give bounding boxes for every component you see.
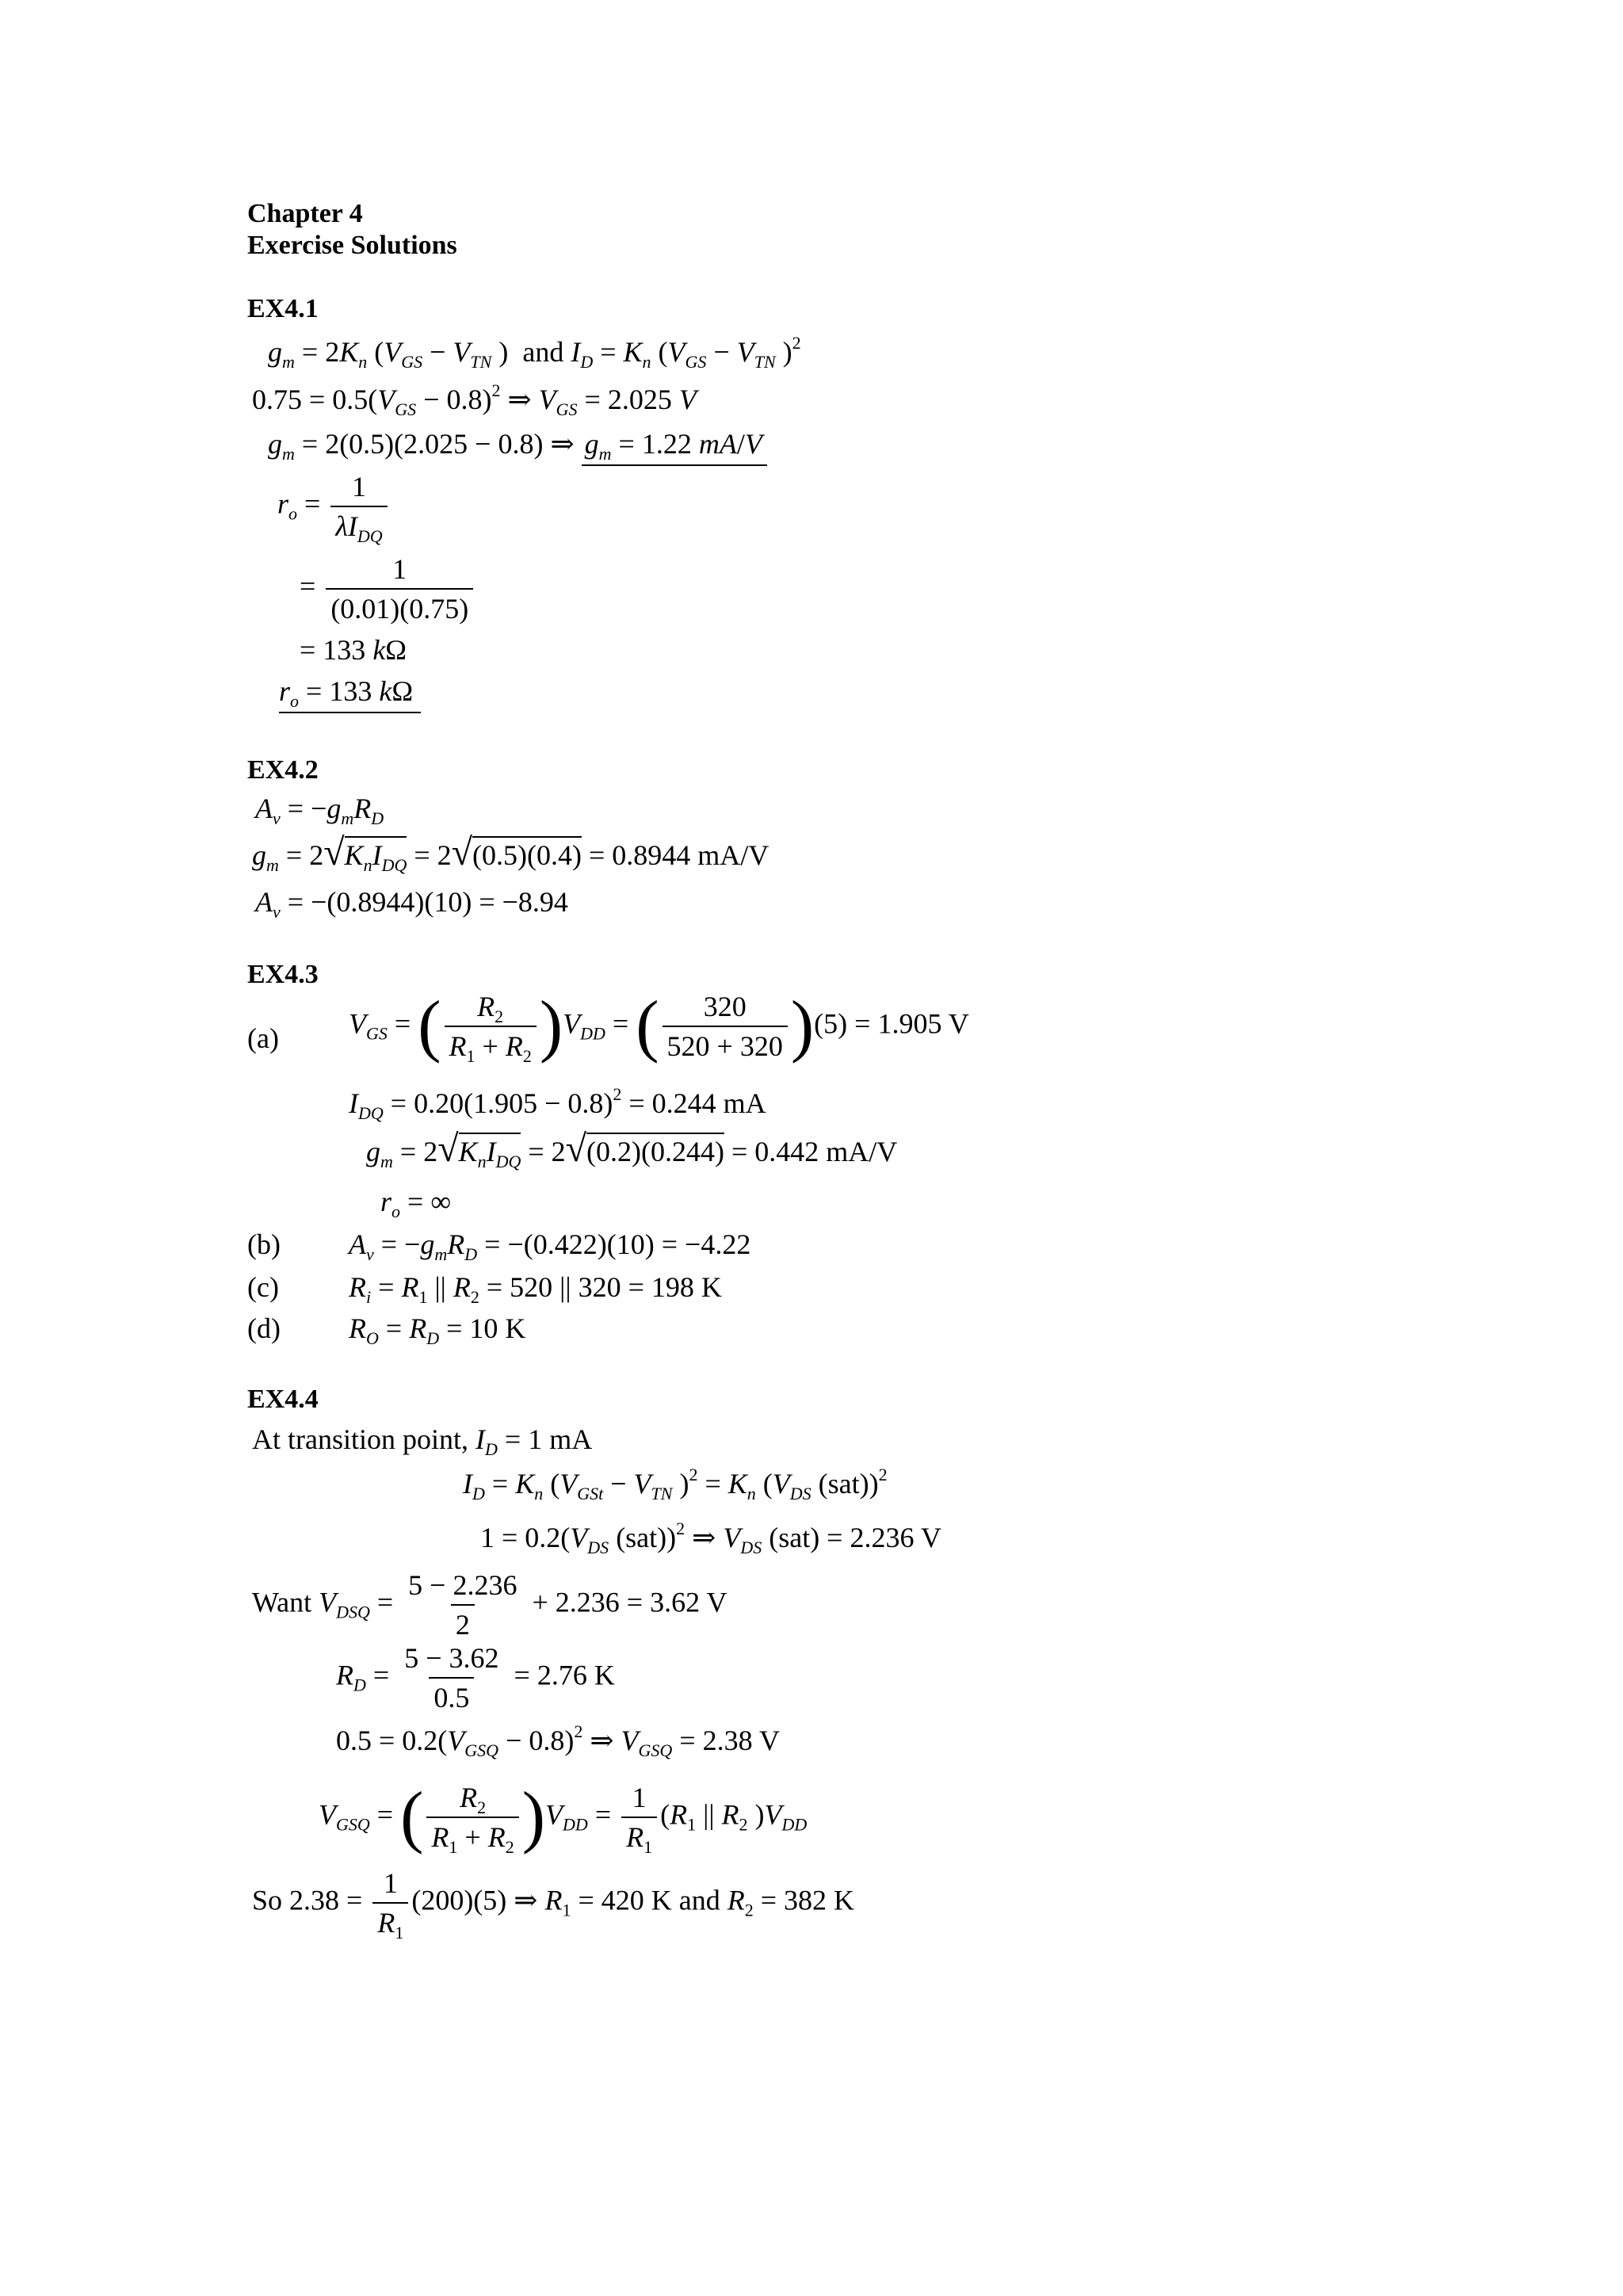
ex41-eq-ro-sub: = $\frac{1}{(0.01)(0.75)}$ [300, 553, 476, 625]
ex44-eq-vgsq: $0.5 = 0.2(V_{GSQ} - 0.8)^2$ ⇒ $V_{GSQ} = 2.38$ V [336, 1721, 780, 1760]
ex41-heading: EX4.1 [247, 294, 319, 323]
ex41-eq-gm-result: $g_m = 2(0.5)(2.025 - 0.8)$ ⇒ $g_m = 1.22$ mA/V [268, 428, 767, 460]
ex44-eq-r1-r2: So 2.38 = $\frac{1}{R_1}$ (200)(5) ⇒ $R_1 = 420$ K and $R_2 = 382$ K [252, 1867, 855, 1943]
ex44-eq-vgsq-divider: $V_{GSQ}$ = ( $\frac{R_2}{R_1 + R_2}$ )$V_{DD}$ = $\frac{1}{R_1}$ ($R_1$ || $R_2$ )$V_{DD}$ [319, 1778, 808, 1857]
chapter-subtitle: Exercise Solutions [247, 231, 457, 260]
ex43-label-b: (b) [247, 1228, 281, 1260]
ex43-eq-ro2: $R_O = R_D = 10$ K [349, 1312, 526, 1348]
ex42-heading: EX4.2 [247, 755, 319, 785]
chapter-title: Chapter 4 [247, 199, 363, 228]
ex43-eq-av: $A_v = -g_mR_D = -(0.422)(10) = -4.22$ [349, 1228, 751, 1264]
ex42-eq-av-value: $A_v = -(0.8944)(10) = -8.94$ [255, 886, 568, 922]
ex41-eq-ro-formula: $r_o$ = $\frac{1}{\lambda I_{DQ}}$ [277, 471, 391, 542]
ex43-eq-idq: $I_{DQ} = 0.20(1.905 - 0.8)^2 = 0.244$ mA [349, 1084, 766, 1123]
ex44-eq-vdsq: Want $V_{DSQ}$ = $\frac{5 - 2.236}{2}$ + 2.236 = 3.62 V [252, 1569, 727, 1641]
ex44-heading: EX4.4 [247, 1385, 319, 1414]
ex44-eq-transition: At transition point, $I_D = 1$ mA [252, 1423, 593, 1459]
ro-sub-fraction: $\frac{1}{(0.01)(0.75)}$ [326, 553, 473, 625]
ex41-eq-ro-final: $r_o = 133$ kΩ [279, 675, 421, 707]
ex43-label-d: (d) [247, 1312, 281, 1344]
ex43-eq-vgs: $V_{GS}$ = ( $\frac{R_2}{R_1 + R_2}$ )$V_{DD}$ = ( $\frac{320}{520 + 320}$ )(5) = 1.905 V [349, 988, 969, 1066]
ex44-eq-rd: $R_D$ = $\frac{5 - 3.62}{0.5}$ = 2.76 K [336, 1642, 615, 1713]
ex43-heading: EX4.3 [247, 960, 319, 989]
ex42-eq-gm: $g_m = 2√K_nI_{DQ} = 2√(0.5)(0.4) = 0.8944$ mA/V [252, 831, 769, 875]
ex43-label-a: (a) [247, 1022, 279, 1054]
ex41-and: and [522, 336, 564, 368]
ex44-eq-id: $I_D = K_n$ ($V_{GSt} - V_{TN}$ )$^2 = K_n$ ($V_{DS}$ (sat))$^2$ [463, 1465, 888, 1503]
ex41-eq-vgs: $0.75 = 0.5(V_{GS} - 0.8)^2$ ⇒ $V_{GS} = 2.025$ V [252, 380, 697, 419]
ex43-eq-ri: $R_i = R_1$ || $R_2 = 520$ || 320 = 198 K [349, 1271, 722, 1307]
ex41-eq-ro-value: = 133 kΩ [300, 634, 407, 666]
ex42-eq-av: $A_v = -g_mR_D$ [255, 793, 384, 828]
ex43-eq-ro: $r_o$ = ∞ [380, 1186, 451, 1221]
ex41-eq-gm-id: $g_m = 2K_n$ ($V_{GS} - V_{TN}$ ) and $I_D = K_n$ ($V_{GS} - V_{TN}$ )$^2$ [268, 333, 801, 372]
ex44-eq-vds-sat: $1 = 0.2(V_{DS}$ (sat))$^2$ ⇒ $V_{DS}$ (sat) = 2.236 V [480, 1519, 941, 1557]
ex43-label-c: (c) [247, 1271, 279, 1303]
ro-fraction: $\frac{1}{\lambda I_{DQ}}$ [330, 471, 387, 542]
ex43-eq-gm: $g_m = 2√K_nI_{DQ} = 2√(0.2)(0.244) = 0.442$ mA/V [366, 1128, 898, 1171]
